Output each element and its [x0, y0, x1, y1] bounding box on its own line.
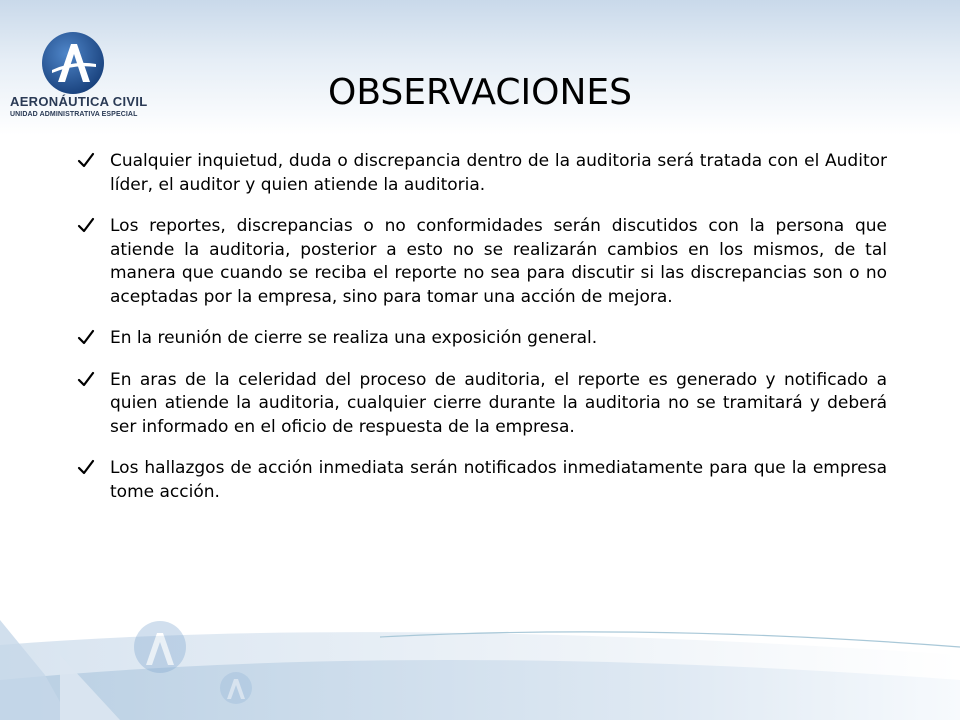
checkmark-icon [77, 458, 95, 476]
decorative-footer-swoosh [0, 585, 960, 720]
bullet-item [72, 369, 887, 440]
bullet-list [72, 150, 887, 522]
slide-title: OBSERVACIONES [328, 72, 632, 113]
bullet-text: En aras de la celeridad del proceso de auditoria, el reporte es generado y notificado a quien atiende la auditoria, cualquier cierre durante la auditoria no se tramitará y deberá ser informado en el oficio de respuesta de la empresa. [110, 369, 887, 437]
logo-subtitle: UNIDAD ADMINISTRATIVA ESPECIAL [10, 111, 138, 118]
bullet-item [72, 150, 887, 197]
checkmark-icon [77, 151, 95, 169]
bullet-text: En la reunión de cierre se realiza una exposición general. [110, 328, 598, 348]
bullet-item [72, 457, 887, 504]
checkmark-icon [77, 216, 95, 234]
checkmark-icon [77, 328, 95, 346]
logo-name: AERONÁUTICA CIVIL [10, 94, 148, 109]
faded-logo-icon [220, 672, 252, 704]
bullet-text: Cualquier inquietud, duda o discrepancia dentro de la auditoria será tratada con el Auditor líder, el auditor y quien atiende la auditoria. [110, 151, 887, 195]
faded-logo-icon [134, 621, 186, 673]
bullet-item [72, 327, 887, 351]
checkmark-icon [77, 370, 95, 388]
bullet-text: Los reportes, discrepancias o no conformidades serán discutidos con la persona que atiende la auditoria, posterior a esto no se realizarán cambios en los mismos, de tal manera que cuando se reciba el reporte no sea para discutir si las discrepancias son o no aceptadas por la empresa, sino para tomar una acción de mejora. [110, 216, 887, 307]
bullet-text: Los hallazgos de acción inmediata serán notificados inmediatamente para que la empresa tome acción. [110, 458, 887, 502]
bullet-item [72, 215, 887, 309]
